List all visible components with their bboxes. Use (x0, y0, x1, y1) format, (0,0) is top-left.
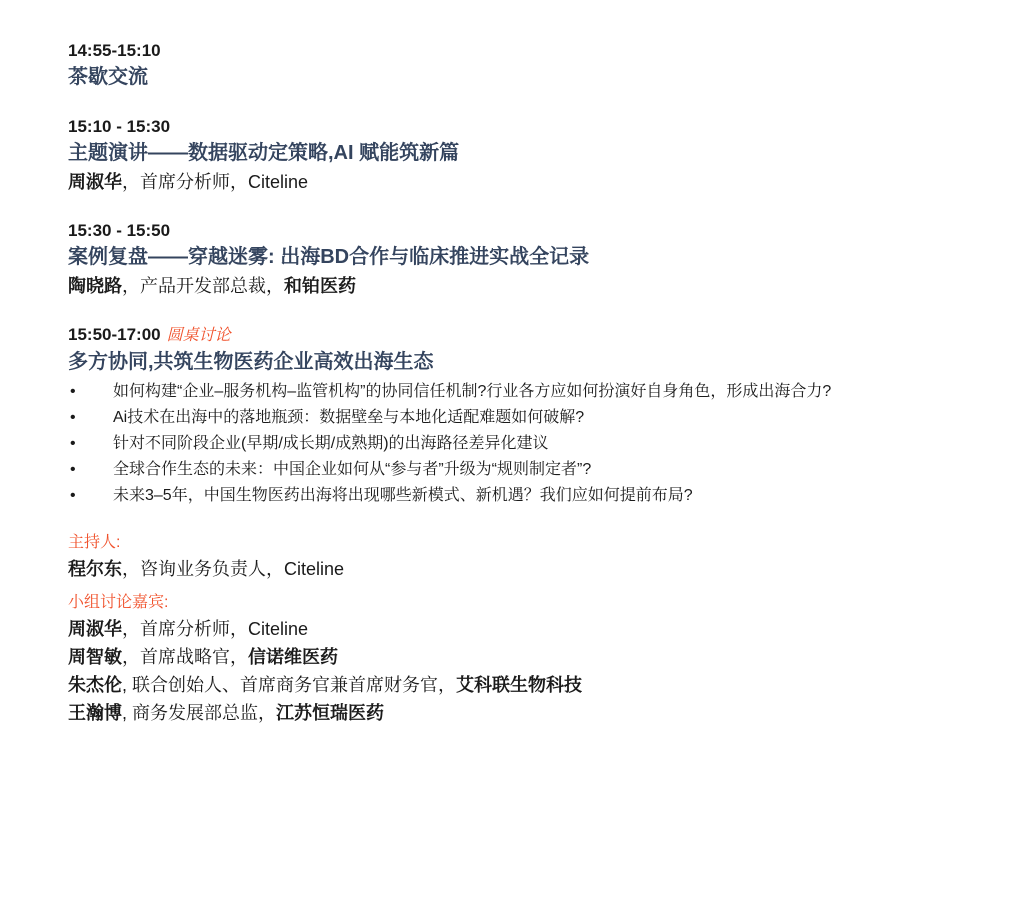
speaker-name: 周智敏 (68, 647, 122, 667)
session-tag: 圆桌讨论 (166, 327, 231, 344)
session-case-study (68, 220, 988, 300)
panelist (68, 671, 988, 699)
session-time: 15:30 - 15:50 (68, 221, 171, 240)
panelist (68, 615, 988, 643)
bullet-icon: • (70, 487, 76, 504)
list-item (68, 457, 988, 483)
session-time: 15:10 - 15:30 (68, 117, 171, 136)
bullet-icon: • (70, 383, 76, 400)
topic-text: 全球合作生态的未来：中国企业如何从“参与者”升级为“规则制定者”? (113, 461, 592, 478)
speaker-name: 朱杰伦 (68, 675, 122, 695)
speaker-name: 王瀚博 (68, 703, 122, 723)
session-time (68, 324, 988, 347)
panel-label: 小组讨论嘉宾: (68, 594, 169, 611)
session-keynote (68, 116, 988, 196)
topic-text: 未来3–5年，中国生物医药出海将出现哪些新模式、新机遇？我们应如何提前布局? (113, 487, 693, 504)
speaker-org: Citeline (248, 619, 309, 639)
list-item (68, 379, 988, 405)
panelist (68, 699, 988, 727)
speaker-org: 和铂医药 (284, 276, 356, 296)
topic-text: 如何构建“企业–服务机构–监管机构”的协同信任机制?行业各方应如何扮演好自身角色，形成出海合力? (113, 383, 832, 400)
bullet-icon: • (70, 435, 76, 452)
speaker-role: ，首席分析师， (122, 619, 248, 639)
session-title: 茶歇交流 (68, 66, 148, 88)
host-label: 主持人: (68, 534, 121, 551)
speaker-role: , 商务发展部总监， (122, 703, 277, 723)
list-item (68, 483, 988, 509)
speaker-org: 艾科联生物科技 (456, 675, 583, 695)
speaker (68, 272, 988, 300)
session-title: 多方协同,共筑生物医药企业高效出海生态 (68, 351, 434, 373)
speaker-role: ，咨询业务负责人， (122, 559, 284, 579)
topic-list (68, 379, 988, 509)
topic-text: Ai技术在出海中的落地瓶颈：数据壁垒与本地化适配难题如何破解? (113, 409, 585, 426)
speaker-name: 周淑华 (68, 619, 122, 639)
panelist (68, 643, 988, 671)
speaker-org: 江苏恒瑞医药 (276, 703, 385, 723)
speaker-name: 程尔东 (68, 559, 122, 579)
session-break (68, 40, 988, 92)
bullet-icon: • (70, 409, 76, 426)
session-roundtable (68, 324, 988, 727)
speaker-org: Citeline (284, 559, 345, 579)
speaker-role: ，首席战略官， (122, 647, 248, 667)
speaker-role: , 联合创始人、首席商务官兼首席财务官， (122, 675, 457, 695)
host (68, 555, 988, 583)
session-time: 14:55-15:10 (68, 41, 161, 60)
speaker-org: 信诺维医药 (248, 647, 338, 667)
session-title: 主题演讲——数据驱动定策略,AI 赋能筑新篇 (68, 142, 460, 164)
speaker-role: ，产品开发部总裁， (122, 276, 284, 296)
speaker-role: ，首席分析师， (122, 172, 248, 192)
list-item (68, 405, 988, 431)
bullet-icon: • (70, 461, 76, 478)
speaker-name: 周淑华 (68, 172, 122, 192)
speaker-org: Citeline (248, 172, 309, 192)
time-text: 15:50-17:00 (68, 325, 161, 344)
speaker-name: 陶晓路 (68, 276, 122, 296)
session-title: 案例复盘——穿越迷雾: 出海BD合作与临床推进实战全记录 (68, 246, 590, 268)
speaker (68, 168, 988, 196)
agenda (68, 40, 988, 751)
topic-text: 针对不同阶段企业(早期/成长期/成熟期)的出海路径差异化建议 (113, 435, 549, 452)
list-item (68, 431, 988, 457)
